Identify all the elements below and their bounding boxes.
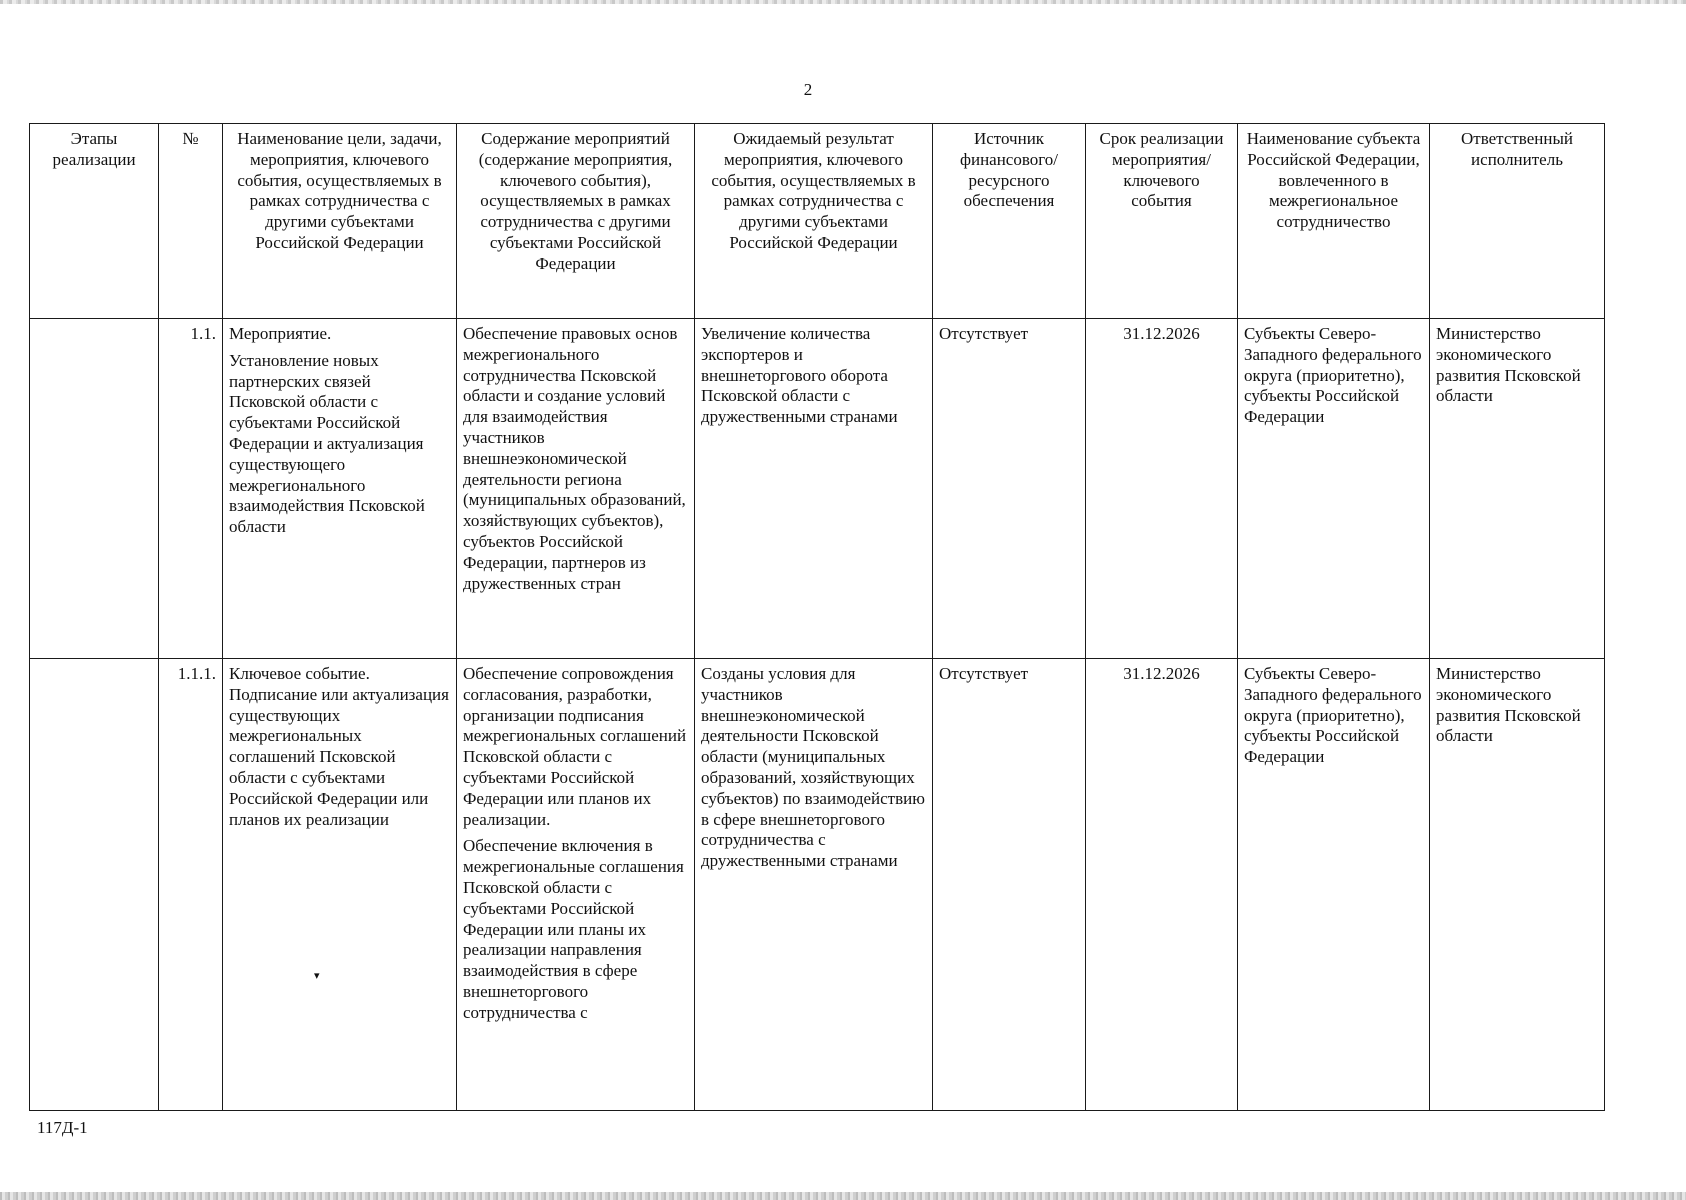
cell-deadline: 31.12.2026	[1086, 319, 1238, 659]
cell-executor: Министерство экономического развития Псковской области	[1430, 659, 1605, 1111]
page-number: 2	[803, 80, 813, 99]
content-paragraph: Обеспечение правовых основ межрегионального сотрудничества Псковской области и создание условий для взаимодействия участников внешнеэкономической деятельности региона (муниципальных образований, хозяйствующих субъектов), субъектов Российской Федерации, партнеров из дружественных стран	[463, 324, 686, 593]
header-executor: Ответственный исполнитель	[1430, 124, 1605, 319]
cell-content	[457, 659, 695, 1111]
cell-deadline: 31.12.2026	[1086, 659, 1238, 1111]
cell-number: 1.1.	[159, 319, 223, 659]
name-text: Установление новых партнерских связей Псковской области с субъектами Российской Федерации и актуализация существующего межрегионального взаимодействия Псковской области	[229, 350, 425, 537]
document-code: 117Д-1	[37, 1118, 88, 1137]
cell-name	[223, 319, 457, 659]
cell-stage	[30, 319, 159, 659]
cell-subject: Субъекты Северо-Западного федерального округа (приоритетно), субъекты Российской Федерации	[1238, 319, 1430, 659]
name-kind: Ключевое событие.	[229, 664, 370, 683]
header-subject: Наименование субъекта Российской Федерации, вовлеченного в межрегиональное сотрудничество	[1238, 124, 1430, 319]
scan-edge-bottom	[0, 1192, 1686, 1200]
cell-source: Отсутствует	[933, 319, 1086, 659]
header-result: Ожидаемый результат мероприятия, ключевого события, осуществляемых в рамках сотрудничества с другими субъектами Российской Федерации	[695, 124, 933, 319]
table-row	[30, 319, 1605, 659]
cell-name	[223, 659, 457, 1111]
cell-result: Созданы условия для участников внешнеэкономической деятельности Псковской области (муниципальных образований, хозяйствующих субъектов) по взаимодействию в сфере внешнеторгового сотрудничества с дружественными странами	[695, 659, 933, 1111]
cell-subject: Субъекты Северо-Западного федерального округа (приоритетно), субъекты Российской Федерации	[1238, 659, 1430, 1111]
implementation-plan-table	[29, 123, 1605, 1111]
table-header-row	[30, 124, 1605, 319]
name-kind: Мероприятие.	[229, 324, 332, 343]
header-name: Наименование цели, задачи, мероприятия, ключевого события, осуществляемых в рамках сотрудничества с другими субъектами Российской Федерации	[223, 124, 457, 319]
cell-source: Отсутствует	[933, 659, 1086, 1111]
cell-stage	[30, 659, 159, 1111]
name-text: Подписание или актуализация существующих межрегиональных соглашений Псковской области с субъектами Российской Федерации или планов их реализации	[229, 684, 449, 829]
cell-number: 1.1.1.	[159, 659, 223, 1111]
table-row	[30, 659, 1605, 1111]
cell-executor: Министерство экономического развития Псковской области	[1430, 319, 1605, 659]
content-paragraph: Обеспечение сопровождения согласования, разработки, организации подписания межрегиональных соглашений Псковской области с субъектами Российской Федерации или планов их реализации.	[463, 664, 687, 829]
header-source: Источник финансового/ ресурсного обеспечения	[933, 124, 1086, 319]
scan-edge-top	[0, 0, 1686, 4]
cell-result: Увеличение количества экспортеров и внешнеторгового оборота Псковской области с дружественными странами	[695, 319, 933, 659]
header-content: Содержание мероприятий (содержание мероприятия, ключевого события), осуществляемых в рамках сотрудничества с другими субъектами Российской Федерации	[457, 124, 695, 319]
content-paragraph: Обеспечение включения в межрегиональные соглашения Псковской области с субъектами Российской Федерации или планы их реализации направления взаимодействия в сфере внешнеторгового сотрудничества с	[463, 836, 684, 1022]
cell-content	[457, 319, 695, 659]
header-deadline: Срок реализации мероприятия/ ключевого события	[1086, 124, 1238, 319]
stray-mark-icon: ▾	[314, 970, 320, 982]
header-stages: Этапы реализации	[30, 124, 159, 319]
header-number: №	[159, 124, 223, 319]
